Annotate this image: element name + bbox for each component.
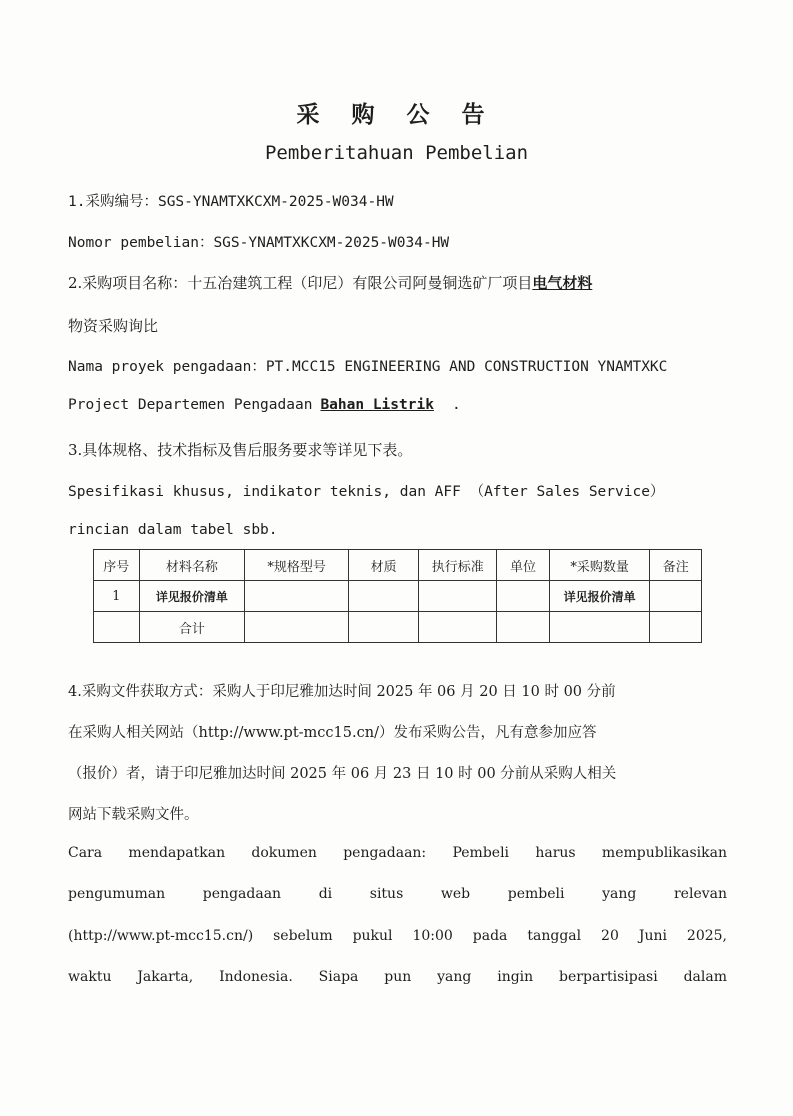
procurement-number-id: Nomor pembelian：SGS-YNAMTXKCXM-2025-W034-HW [68,235,450,251]
documents-cn-line1: 4.采购文件获取方式：采购人于印尼雅加达时间 2025 年 06 月 20 日 10 时 00 分前 [68,684,616,700]
project-name-cn-prefix: 2.采购项目名称：十五冶建筑工程（印尼）有限公司阿曼铜选矿厂项目 [68,274,533,292]
procurement-number-cn: 1.采购编号：SGS-YNAMTXKCXM-2025-W034-HW [68,194,394,210]
table-cell [419,612,497,643]
table-cell [650,612,702,643]
table-header-cell: 材料名称 [139,550,245,581]
table-cell [497,612,549,643]
table-cell [245,581,349,612]
title-chinese: 采 购 公 告 [296,101,497,128]
table-row [94,581,702,612]
documents-id-line3: (http://www.pt-mcc15.cn/) sebelum pukul 10:00 pada tanggal 20 Juni 2025, [68,928,727,944]
project-name-cn [68,272,727,293]
table-header-cell: 序号 [94,550,140,581]
table-cell [348,612,418,643]
table-cell: 详见报价清单 [139,581,245,612]
table-header-row [94,550,702,581]
project-name-id-end: . [451,397,461,413]
table-cell [497,581,549,612]
documents-id-line2: pengumuman pengadaan di situs web pembeli yang relevan [68,886,727,902]
table-header-cell: 单位 [497,550,549,581]
table-cell: 合计 [139,612,245,643]
project-name-cn-suffix: 物资采购询比 [68,317,159,335]
table-header-cell: 备注 [650,550,702,581]
table-cell [348,581,418,612]
table-cell [549,612,650,643]
table-header-cell: 执行标准 [419,550,497,581]
table-header-cell: *规格型号 [245,550,349,581]
project-name-id-line2 [68,397,727,413]
project-name-cn-highlight: 电气材料 [532,274,593,292]
table-header-cell: *采购数量 [549,550,650,581]
materials-table [93,549,702,643]
specs-id-line2: rincian dalam tabel sbb. [68,522,278,538]
table-cell [650,581,702,612]
table-cell [94,612,140,643]
documents-id-line1: Cara mendapatkan dokumen pengadaan: Pembeli harus mempublikasikan [68,845,727,861]
project-name-id-line1: Nama proyek pengadaan：PT.MCC15 ENGINEERING AND CONSTRUCTION YNAMTXKC [68,359,668,375]
documents-cn-line2: 在采购人相关网站（http://www.pt-mcc15.cn/）发布采购公告，凡有意参加应答 [68,725,597,741]
specs-id-line1: Spesifikasi khusus, indikator teknis, dan AFF （After Sales Service） [68,484,665,500]
table-cell: 1 [94,581,140,612]
title-indonesian: Pemberitahuan Pembelian [264,142,529,164]
documents-id-line4: waktu Jakarta, Indonesia. Siapa pun yang ingin berpartisipasi dalam [68,969,727,985]
table-header-cell: 材质 [348,550,418,581]
project-name-id-highlight: Bahan Listrik [320,397,434,413]
table-cell [245,612,349,643]
specs-cn: 3.具体规格、技术指标及售后服务要求等详见下表。 [68,441,413,459]
documents-cn-line3: （报价）者，请于印尼雅加达时间 2025 年 06 月 23 日 10 时 00 分前从采购人相关 [68,766,617,782]
table-cell: 详见报价清单 [549,581,650,612]
documents-cn-line4: 网站下载采购文件。 [68,807,199,823]
table-cell [419,581,497,612]
table-row [94,612,702,643]
project-name-id-prefix: Project Departemen Pengadaan [68,397,313,413]
